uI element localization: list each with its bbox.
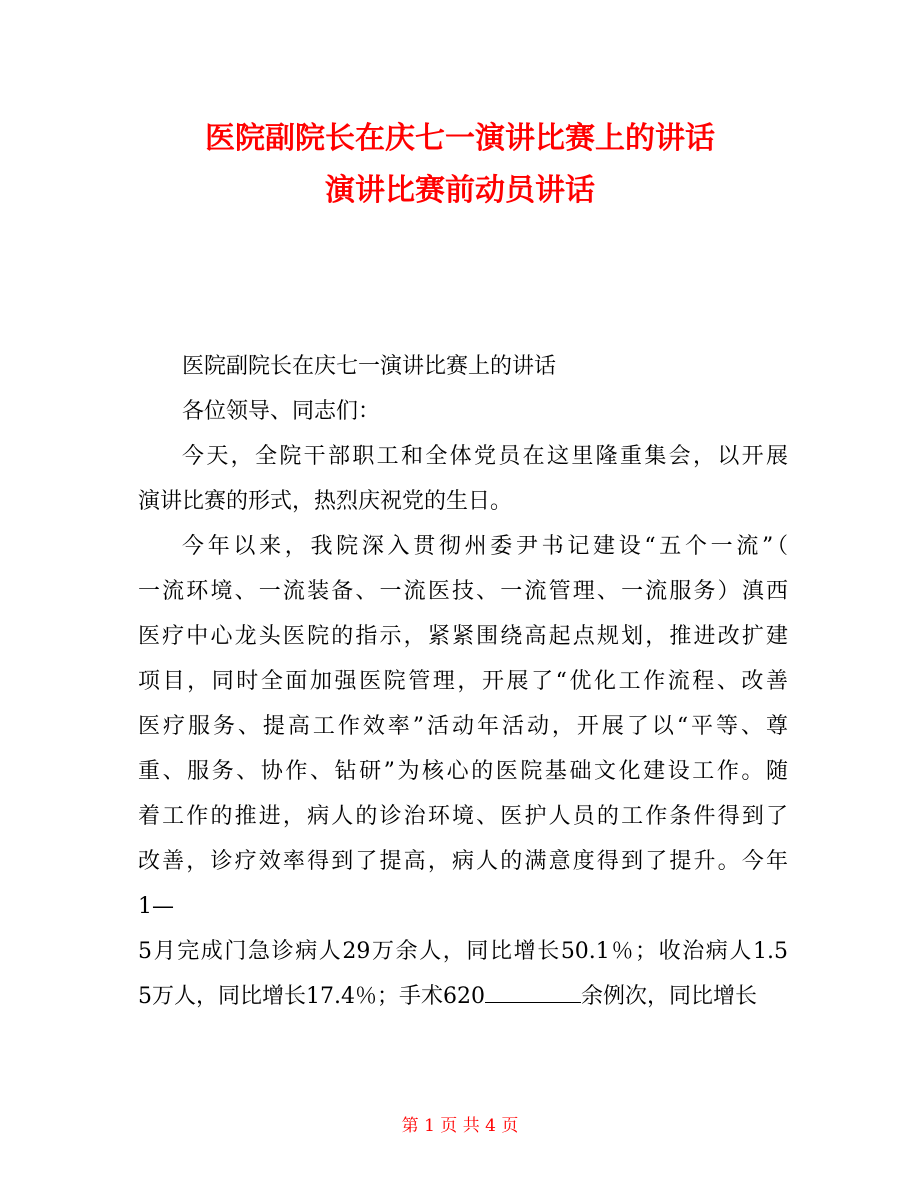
- line-text-after-blank: 余例次，同比增长: [580, 984, 757, 1009]
- document-title: 医院副院长在庆七一演讲比赛上的讲话: [205, 121, 715, 156]
- paragraph-1-line: 演讲比赛的形式，热烈庆祝党的生日。: [138, 489, 513, 514]
- paragraph-2-line: [138, 974, 788, 1019]
- paragraph-2-line: 今年以来，我院深入贯彻州委尹书记建设“五个一流”（: [182, 534, 788, 559]
- paragraph-2-line: 1—: [138, 894, 174, 919]
- paragraph-2-line: 5月完成门急诊病人29万余人，同比增长50.1％；收治病人1.5: [138, 939, 788, 964]
- blank-underline: [485, 982, 581, 1003]
- salutation: 各位领导、同志们：: [182, 399, 381, 424]
- paragraph-2-line: 重、服务、协作、钻研”为核心的医院基础文化建设工作。随: [138, 759, 788, 784]
- document-subtitle: 演讲比赛前动员讲话: [325, 173, 595, 208]
- paragraph-2-line: 着工作的推进，病人的诊治环境、医护人员的工作条件得到了: [138, 804, 788, 829]
- paragraph-2-line: 项目，同时全面加强医院管理，开展了“优化工作流程、改善: [138, 669, 788, 694]
- paragraph-2-line: 改善，诊疗效率得到了提高，病人的满意度得到了提升。今年: [138, 849, 788, 874]
- paragraph-2-line: 一流环境、一流装备、一流医技、一流管理、一流服务）滇西: [138, 579, 788, 604]
- body-heading: 医院副院长在庆七一演讲比赛上的讲话: [182, 354, 557, 379]
- paragraph-1-line: 今天，全院干部职工和全体党员在这里隆重集会，以开展: [182, 444, 788, 469]
- document-body: [138, 344, 788, 1019]
- page-indicator: 第 1 页 共 4 页: [401, 1116, 519, 1136]
- paragraph-2-line: 医疗服务、提高工作效率”活动年活动，开展了以“平等、尊: [138, 714, 788, 739]
- paragraph-2-line: 医疗中心龙头医院的指示，紧紧围绕高起点规划，推进改扩建: [138, 624, 788, 649]
- line-text-before-blank: 5万人，同比增长17.4％；手术620: [138, 984, 485, 1009]
